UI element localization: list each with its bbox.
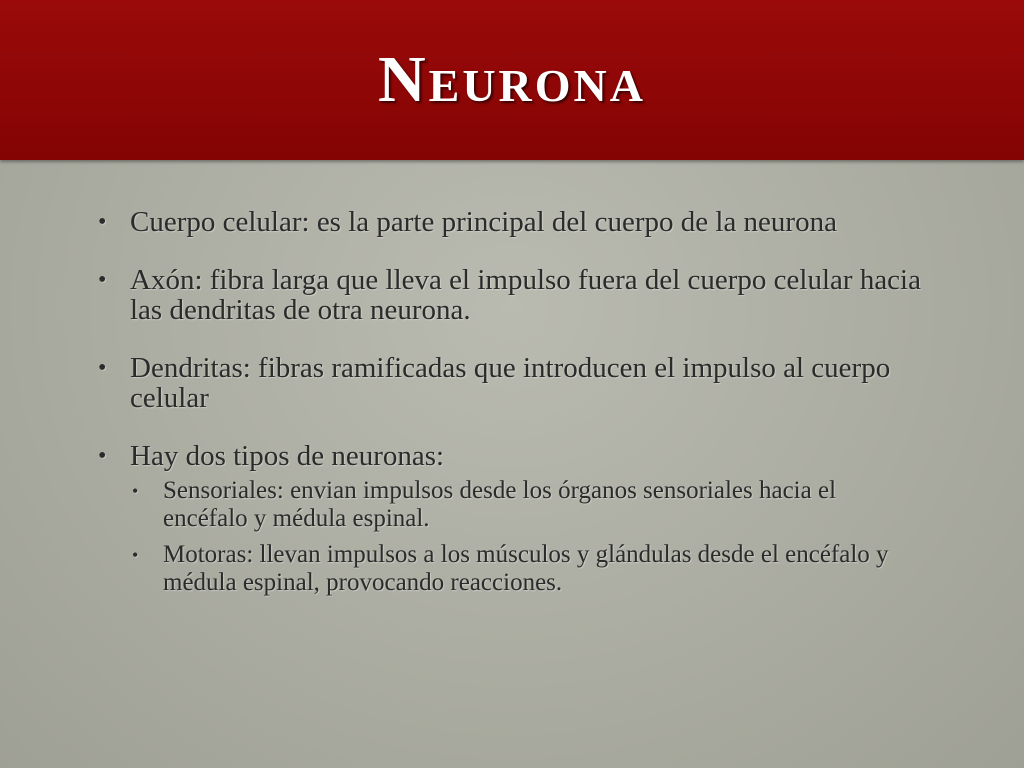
sub-bullet-icon: • — [132, 545, 139, 565]
bullet-icon: • — [98, 267, 107, 293]
bullet-icon: • — [98, 443, 107, 469]
bullet-icon: • — [98, 355, 107, 381]
bullet-item — [96, 207, 926, 237]
sub-bullet-text: Sensoriales: envian impulsos desde los órganos sensoriales hacia el encéfalo y médula espinal. — [163, 477, 837, 532]
sub-bullet-item — [130, 477, 926, 533]
bullet-icon: • — [98, 209, 107, 235]
bullet-text: Cuerpo celular: es la parte principal del cuerpo de la neurona — [130, 206, 837, 238]
sub-bullet-list — [130, 477, 926, 597]
bullet-list — [96, 207, 926, 597]
bullet-text: Dendritas: fibras ramificadas que introducen el impulso al cuerpo celular — [130, 352, 891, 414]
slide-title: Neurona — [377, 43, 646, 116]
sub-bullet-text: Motoras: llevan impulsos a los músculos y glándulas desde el encéfalo y médula espinal, provocando reacciones. — [163, 541, 889, 596]
slide-body — [96, 207, 926, 625]
bullet-item — [96, 353, 926, 413]
bullet-item — [96, 441, 926, 597]
bullet-item — [96, 265, 926, 325]
bullet-text: Axón: fibra larga que lleva el impulso fuera del cuerpo celular hacia las dendritas de otra neurona. — [130, 264, 921, 326]
sub-bullet-icon: • — [132, 481, 139, 501]
title-banner — [0, 0, 1024, 160]
sub-bullet-item — [130, 541, 926, 597]
bullet-text: Hay dos tipos de neuronas: — [130, 440, 445, 472]
